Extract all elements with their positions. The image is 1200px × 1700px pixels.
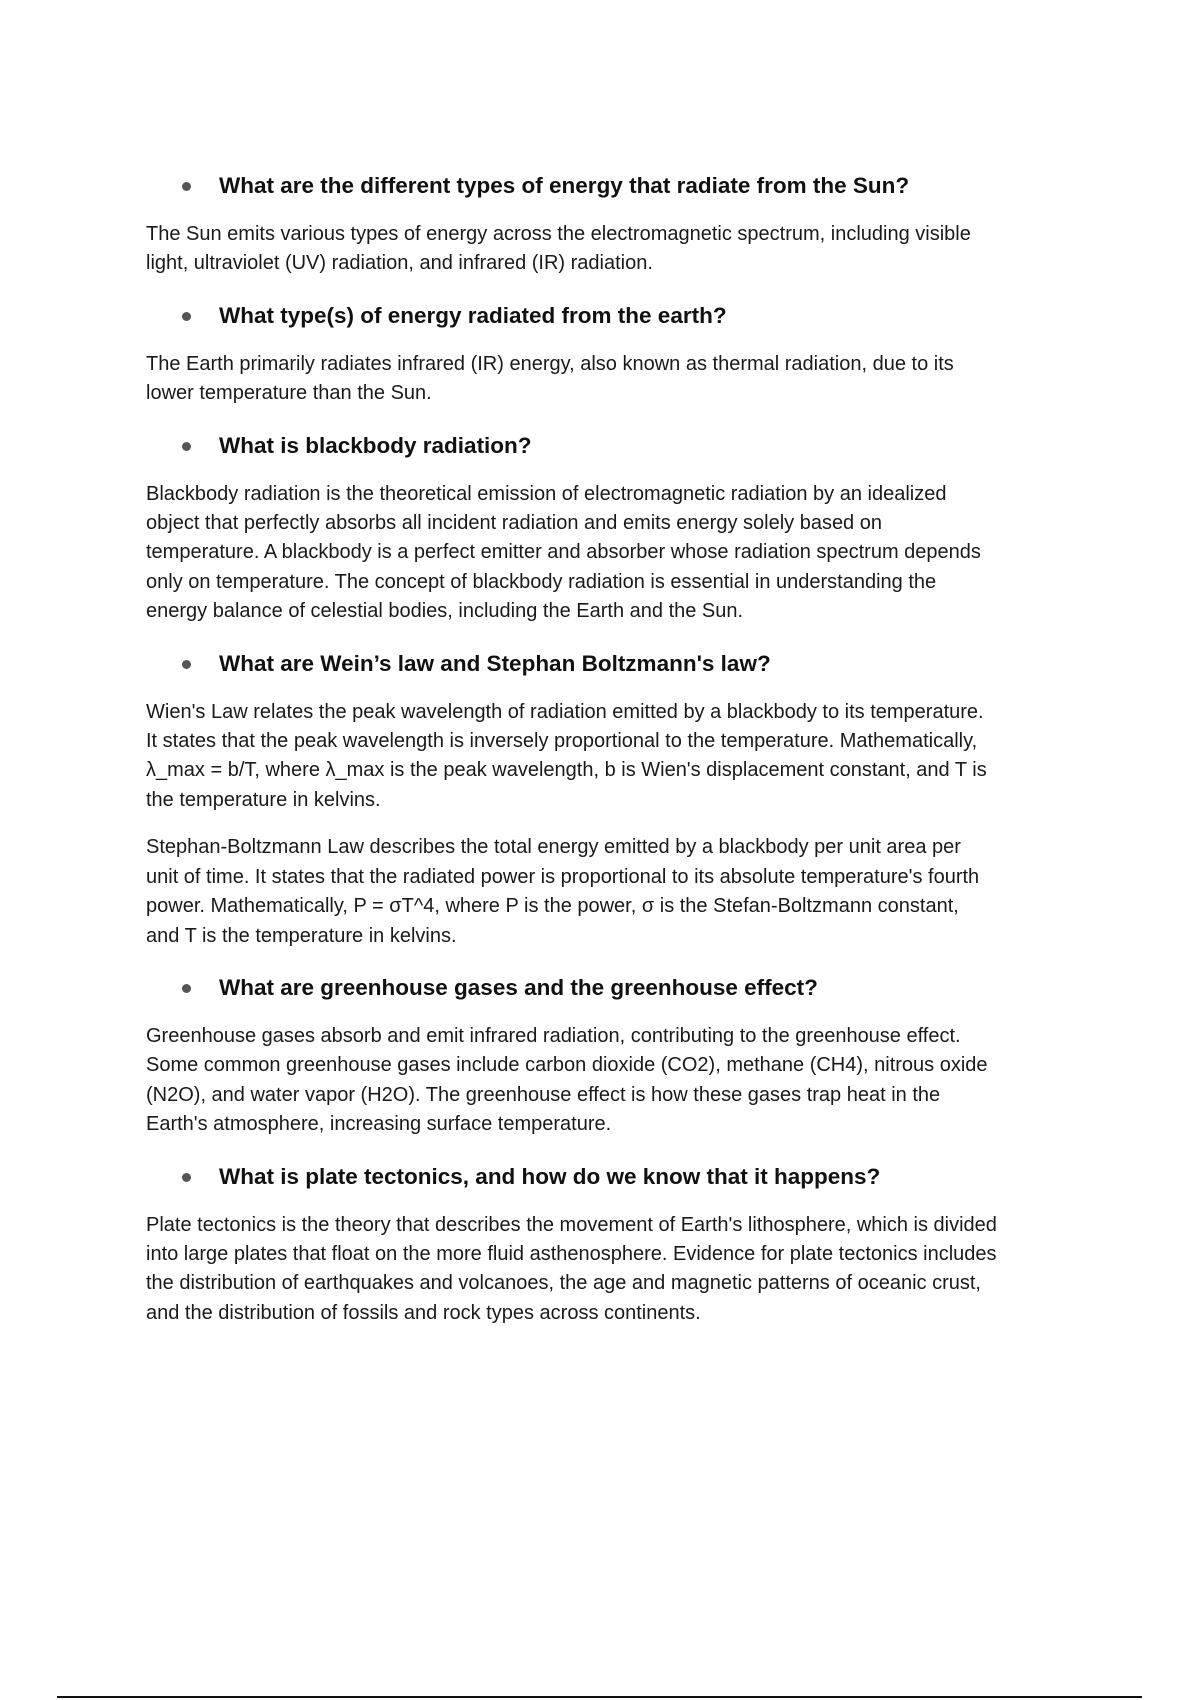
paragraph-line: temperature. A blackbody is a perfect emitter and absorber whose radiation spectrum depends <box>146 541 981 564</box>
question-heading <box>146 972 1106 1004</box>
bullet-icon <box>182 660 191 669</box>
paragraph-line: only on temperature. The concept of blackbody radiation is essential in understanding the <box>146 570 937 593</box>
question-text: What is blackbody radiation? <box>219 432 532 458</box>
paragraph-line: into large plates that float on the more fluid asthenosphere. Evidence for plate tectonics includes <box>146 1242 997 1265</box>
paragraph-line: object that perfectly absorbs all incident radiation and emits energy solely based on <box>146 512 882 535</box>
answer-paragraph <box>146 698 1106 816</box>
paragraph-line: light, ultraviolet (UV) radiation, and infrared (IR) radiation. <box>146 252 653 275</box>
question-heading <box>146 300 1106 332</box>
question-text: What are the different types of energy that radiate from the Sun? <box>219 173 910 198</box>
paragraph-line: energy balance of celestial bodies, including the Earth and the Sun. <box>146 600 744 623</box>
paragraph-line: (N2O), and water vapor (H2O). The greenhouse effect is how these gases trap heat in the <box>146 1083 941 1106</box>
paragraph-line: λ_max = b/T, where λ_max is the peak wavelength, b is Wien's displacement constant, and T is <box>146 759 987 782</box>
question-heading <box>146 648 1106 680</box>
paragraph-line: Greenhouse gases absorb and emit infrared radiation, contributing to the greenhouse effect. <box>146 1024 961 1047</box>
paragraph-line: Plate tectonics is the theory that describes the movement of Earth's lithosphere, which is divided <box>146 1213 997 1236</box>
answer-paragraph <box>146 833 1106 951</box>
question-heading <box>146 170 1106 202</box>
answer-paragraph <box>146 1211 1106 1329</box>
bullet-icon <box>182 182 191 191</box>
answer-paragraph <box>146 220 1106 279</box>
paragraph-line: the temperature in kelvins. <box>146 788 381 811</box>
bullet-icon <box>182 984 191 993</box>
question-text: What is plate tectonics, and how do we know that it happens? <box>219 1163 881 1189</box>
question-heading <box>146 1161 1106 1193</box>
paragraph-line: It states that the peak wavelength is inversely proportional to the temperature. Mathematically, <box>146 730 978 753</box>
paragraph-line: Stephan-Boltzmann Law describes the total energy emitted by a blackbody per unit area per <box>146 836 961 859</box>
question-heading <box>146 430 1106 462</box>
paragraph-line: The Sun emits various types of energy across the electromagnetic spectrum, including visible <box>146 223 971 245</box>
paragraph-line: Earth's atmosphere, increasing surface temperature. <box>146 1113 612 1136</box>
paragraph-line: and the distribution of fossils and rock types across continents. <box>146 1301 701 1324</box>
answer-paragraph <box>146 350 1106 409</box>
paragraph-line: and T is the temperature in kelvins. <box>146 924 457 947</box>
paragraph-line: Some common greenhouse gases include carbon dioxide (CO2), methane (CH4), nitrous oxide <box>146 1054 988 1077</box>
page-bottom-rule <box>57 1696 1142 1698</box>
paragraph-line: power. Mathematically, P = σT^4, where P is the power, σ is the Stefan-Boltzmann constant, <box>146 895 959 918</box>
paragraph-line: the distribution of earthquakes and volcanoes, the age and magnetic patterns of oceanic crust, <box>146 1272 981 1295</box>
paragraph-line: Wien's Law relates the peak wavelength of radiation emitted by a blackbody to its temperature. <box>146 700 984 723</box>
question-text: What are Wein’s law and Stephan Boltzmann's law? <box>219 650 771 676</box>
paragraph-line: Blackbody radiation is the theoretical emission of electromagnetic radiation by an idealized <box>146 482 947 505</box>
answer-paragraph <box>146 480 1106 627</box>
paragraph-line: unit of time. It states that the radiated power is proportional to its absolute temperature's fourth <box>146 865 980 888</box>
bullet-icon <box>182 312 191 321</box>
answer-paragraph <box>146 1022 1106 1140</box>
question-text: What type(s) of energy radiated from the earth? <box>219 302 727 328</box>
question-text: What are greenhouse gases and the greenhouse effect? <box>219 974 818 1000</box>
paragraph-line: lower temperature than the Sun. <box>146 382 432 405</box>
bullet-icon <box>182 1173 191 1182</box>
bullet-icon <box>182 442 191 451</box>
document-body <box>146 170 1106 1349</box>
paragraph-line: The Earth primarily radiates infrared (IR) energy, also known as thermal radiation, due to its <box>146 352 954 375</box>
